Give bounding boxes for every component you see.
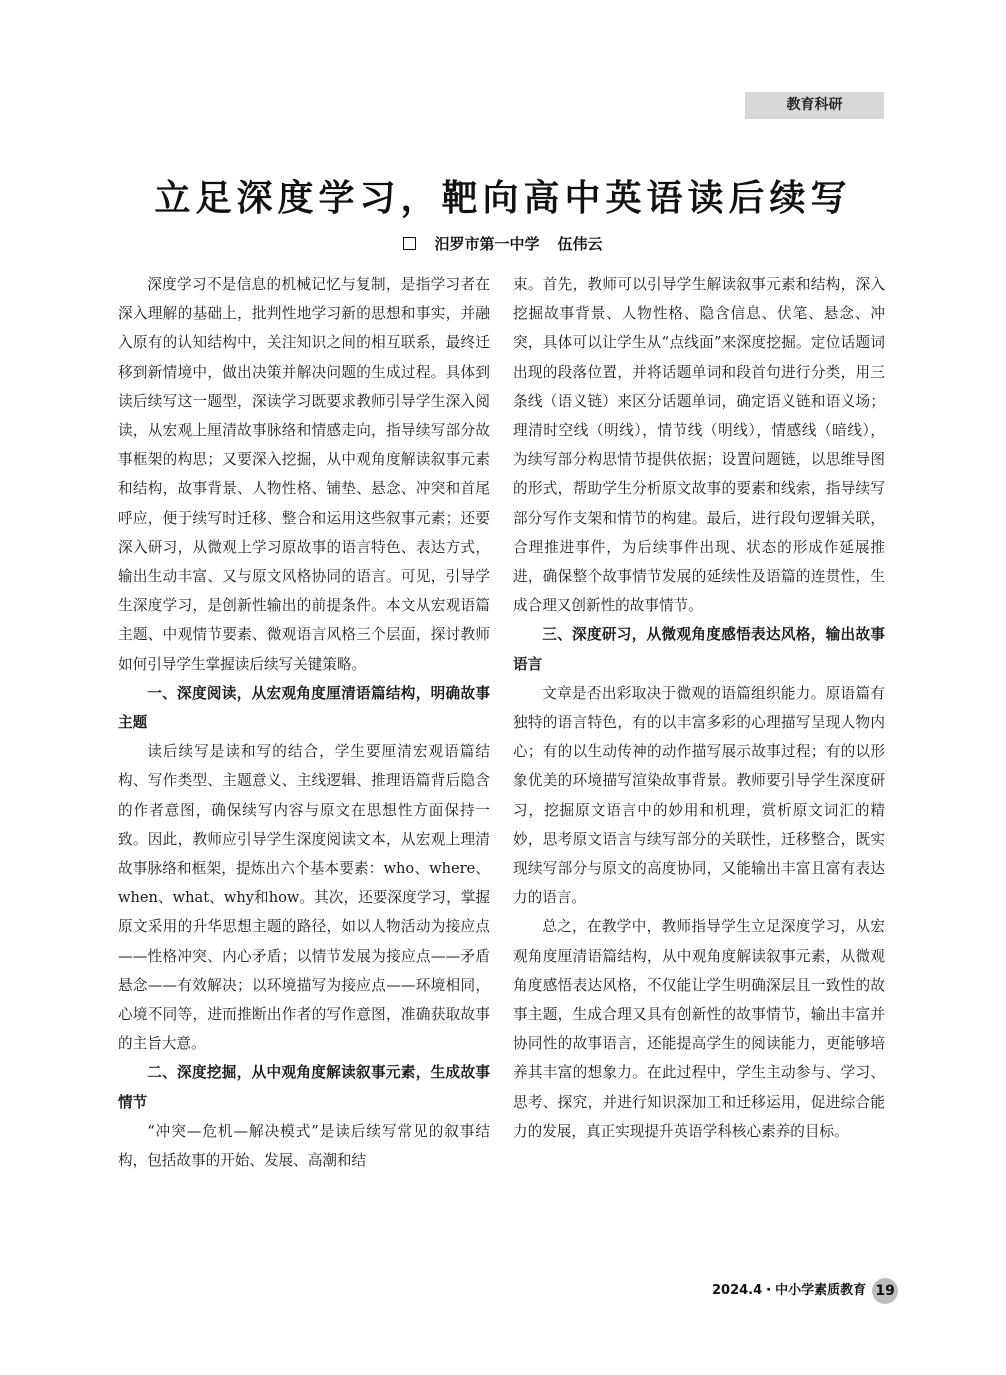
section-heading: 一、深度阅读，从宏观角度厘清语篇结构，明确故事主题 (118, 684, 490, 732)
square-icon (403, 237, 416, 250)
body-paragraph: 读后续写是读和写的结合，学生要厘清宏观语篇结构、写作类型、主题意义、主线逻辑、推理语篇背后隐含的作者意图，确保续写内容与原文在思想性方面保持一致。因此，教师应引导学生深度阅读文本，从宏观上理清故事脉络和框架，提炼出六个基本要素：who、where、when、what、why和how。其次，还要深度学习，掌握原文采用的升华思想主题的路径，如以人物活动为接应点——性格冲突、内心矛盾；以情节发展为接应点——矛盾悬念——有效解决；以环境描写为接应点——环境相同，心境不同等，进而推断出作者的写作意图，准确获取故事的主旨大意。 (118, 743, 490, 1053)
byline-school: 汨罗市第一中学 (434, 235, 540, 253)
article-title: 立足深度学习，靶向高中英语读后续写 (154, 178, 852, 219)
body-paragraph-continued: 束。首先，教师可以引导学生解读叙事元素和结构，深入挖掘故事背景、人物性格、隐含信息、伏笔、悬念、冲突，具体可以让学生从“点线面”来深度挖掘。定位话题词出现的段落位置，并将话题单词和段首句进行分类，用三条线（语义链）来区分话题单词，确定语义链和语义场；理清时空线（明线），情节线（明线），情感线（暗线），为续写部分构思情节提供依据；设置问题链，以思维导图的形式，帮助学生分析原文故事的要素和线索，指导续写部分写作支架和情节的构建。最后，进行段句逻辑关联，合理推进事件，为后续事件出现、状态的形成作延展推进，确保整个故事情节发展的延续性及语篇的连贯性，生成合理又创新性的故事情节。 (513, 276, 885, 615)
section-heading: 三、深度研习，从微观角度感悟表达风格，输出故事语言 (513, 626, 885, 673)
page-footer (712, 1278, 898, 1304)
right-column (513, 270, 885, 1146)
page-number: 19 (872, 1278, 898, 1304)
body-paragraph: 深度学习不是信息的机械记忆与复制，是指学习者在深入理解的基础上，批判性地学习新的思想和事实，并融入原有的认知结构中，关注知识之间的相互联系，最终迁移到新情境中，做出决策并解决问题的生成过程。具体到读后续写这一题型，深读学习既要求教师引导学生深入阅读，从宏观上厘清故事脉络和情感走向，指导续写部分故事框架的构思；又要深入挖掘，从中观角度解读叙事元素和结构，故事背景、人物性格、铺垫、悬念、冲突和首尾呼应，便于续写时迁移、整合和运用这些叙事元素；还要深入研习，从微观上学习原故事的语言特色、表达方式，输出生动丰富、又与原文风格协同的语言。可见，引导学生深度学习，是创新性输出的前提条件。本文从宏观语篇主题、中观情节要素、微观语言风格三个层面，探讨教师如何引导学生掌握读后续写关键策略。 (118, 276, 490, 673)
section-tag: 教育科研 (745, 92, 884, 119)
byline-author: 伍伟云 (557, 235, 603, 253)
byline (0, 233, 1006, 254)
left-column (118, 270, 490, 1175)
section-heading: 二、深度挖掘，从中观角度解读叙事元素，生成故事情节 (118, 1064, 490, 1111)
body-paragraph: 总之，在教学中，教师指导学生立足深度学习，从宏观角度厘清语篇结构，从中观角度解读叙事元素，从微观角度感悟表达风格，不仅能让学生明确深层且一致性的故事主题，生成合理又具有创新性的故事情节，输出丰富并协同性的故事语言，还能提高学生的阅读能力，更能够培养其丰富的想象力。在此过程中，学生主动参与、学习、思考、探究，并进行知识深加工和迁移运用，促进综合能力的发展，真正实现提升英语学科核心素养的目标。 (513, 918, 885, 1140)
body-paragraph: “冲突—危机—解决模式”是读后续写常见的叙事结构，包括故事的开始、发展、高潮和结 (118, 1122, 490, 1170)
body-paragraph: 文章是否出彩取决于微观的语篇组织能力。原语篇有独特的语言特色，有的以丰富多彩的心理描写呈现人物内心；有的以生动传神的动作描写展示故事过程；有的以形象优美的环境描写渲染故事背景。教师要引导学生深度研习，挖掘原文语言中的妙用和机理，赏析原文词汇的精妙，思考原文语言与续写部分的关联性，迁移整合，既实现续写部分与原文的高度协同，又能输出丰富且富有表达力的语言。 (513, 684, 885, 907)
journal-issue: 2024.4・中小学素质教育 (712, 1283, 867, 1298)
